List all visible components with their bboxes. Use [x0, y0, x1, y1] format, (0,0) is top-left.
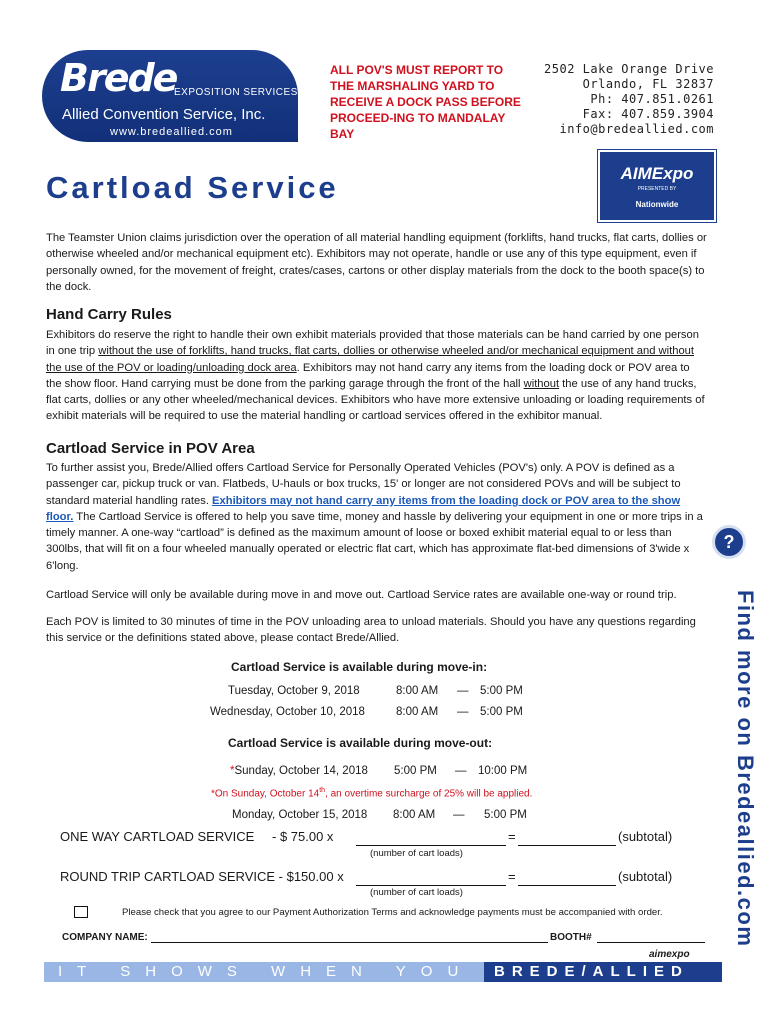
company-name-field[interactable]: [151, 942, 548, 943]
pov-paragraph: To further assist you, Brede/Allied offers Cartload Service for Personally Operated Vehicles (POV's) only. A POV is defined as a passenger car, pickup truck or van. Flatbeds, U-hauls or box trucks, 15' or longer are not considered POVs and will be subject to standard material handling rates. Exhibitors may not hand carry any items from the loading dock or POV area to the show floor. The Cartload Service is offered to help you save time, money and hassle by delivering your equipment in one or more trips in a timely manner. A one-way “cartload” is defined as the maximum amount of loose or boxed exhibit material equal to or less than 300lbs, that will fit on a four wheeled manually operated or electric flat cart, which has approximate flat-bed dimensions of 3'wide x 6'long.: [46, 462, 703, 572]
move-in-dash-1: —: [457, 685, 469, 697]
one-way-subtotal-field[interactable]: [518, 845, 616, 846]
side-banner[interactable]: [720, 590, 760, 950]
round-trip-label: ROUND TRIP CARTLOAD SERVICE - $150.00 x: [60, 869, 344, 884]
move-out-dash-1: —: [455, 765, 467, 777]
one-way-label: ONE WAY CARTLOAD SERVICE: [60, 829, 255, 844]
sponsor-name: Nationwide: [635, 200, 679, 209]
hand-carry-heading: Hand Carry Rules: [46, 306, 172, 323]
logo-url: www.bredeallied.com: [110, 126, 233, 138]
move-in-dash-2: —: [457, 706, 469, 718]
intro-paragraph: The Teamster Union claims jurisdiction over the operation of all material handling equipment (forklifts, hand trucks, flat carts, dollies or otherwise wheeled and/or mechanical equipment etc). Exhibitors may not operate, handle or use any of this type equipment, even if personally owned, for the movement of freight, crates/cases, cartons or other display materials from the dock to the booth space(s) to the dock.: [46, 232, 707, 293]
round-trip-quantity-field[interactable]: [356, 885, 506, 886]
side-banner-text: Find more on Bredeallied.com: [733, 590, 758, 948]
booth-label: BOOTH#: [550, 932, 592, 943]
one-way-quantity-field[interactable]: [356, 845, 506, 846]
one-way-price: - $ 75.00 x: [272, 829, 334, 844]
pov-limit-text: Each POV is limited to 30 minutes of time in the POV unloading area to unload materials. Should you have any questions regarding this service or the definitions stated above, please contact Brede/Allied.: [46, 616, 696, 645]
move-out-day-1: *Sunday, October 14, 2018: [230, 765, 368, 777]
event-name: AIMExpo: [620, 164, 694, 183]
one-way-subtotal-label: (subtotal): [618, 829, 673, 844]
logo-brand: Brede: [60, 56, 177, 100]
round-trip-equals: =: [508, 869, 516, 884]
move-in-start-2: 8:00 AM: [396, 706, 439, 718]
move-in-start-1: 8:00 AM: [396, 685, 439, 697]
move-in-day-1: Tuesday, October 9, 2018: [228, 685, 360, 697]
move-out-end-1: 10:00 PM: [478, 765, 528, 777]
one-way-equals: =: [508, 829, 516, 844]
availability-text: Cartload Service will only be available during move in and move out. Cartload Service rates are available one-way or round trip.: [46, 589, 677, 601]
overtime-note: *On Sunday, October 14th, an overtime surcharge of 25% will be applied.: [211, 787, 533, 800]
move-out-start-2: 8:00 AM: [393, 809, 436, 821]
logo-company: Allied Convention Service, Inc.: [62, 106, 266, 123]
booth-field[interactable]: [597, 942, 705, 943]
fax: Fax: 407.859.3904: [582, 107, 714, 121]
round-trip-loads-hint: (number of cart loads): [370, 887, 463, 898]
address-line-2: Orlando, FL 32837: [582, 77, 714, 91]
phone: Ph: 407.851.0261: [590, 92, 714, 106]
address-line-1: 2502 Lake Orange Drive: [544, 62, 714, 76]
contact-block: [544, 62, 714, 137]
move-out-dash-2: —: [453, 809, 465, 821]
move-in-heading: Cartload Service is available during move-in:: [231, 660, 488, 674]
question-badge-icon[interactable]: ?: [712, 525, 746, 559]
agree-checkbox[interactable]: [74, 906, 88, 918]
one-way-loads-hint: (number of cart loads): [370, 848, 463, 859]
logo-division: EXPOSITION SERVICES: [174, 87, 298, 98]
hand-carry-paragraph: Exhibitors do reserve the right to handle their own exhibit materials provided that those materials can be hand carried by one person in one trip without the use of forklifts, hand trucks, flat carts, dollies or otherwise wheeled and/or mechanical equipment and without the use of the POV or loading/unloading dock area. Exhibitors may not hand carry any items from the loading dock or POV area to the show floor. Hand carrying must be done from the parking garage through the front of the hall without the use of any hand trucks, flat carts, dollies or any other wheeled/mechanical devices. Exhibitors who have more extensive unloading or loading requirements of exhibit materials will be required to use the material handling or cartload services offered in the exhibitor manual.: [46, 329, 705, 423]
footer-slogan: IT SHOWS WHEN YOU USE: [44, 962, 484, 982]
move-out-end-2: 5:00 PM: [484, 809, 527, 821]
aimexpo-logo: [598, 150, 716, 222]
move-out-start-1: 5:00 PM: [394, 765, 437, 777]
pov-warning: ALL POV'S MUST REPORT TO THE MARSHALING YARD TO RECEIVE A DOCK PASS BEFORE PROCEED-ING TO MANDALAY BAY: [330, 63, 521, 141]
move-in-end-2: 5:00 PM: [480, 706, 523, 718]
page-title: Cartload Service: [46, 170, 339, 205]
presented-by: PRESENTED BY: [637, 186, 677, 192]
footer-bar: [44, 962, 722, 1000]
pov-heading: Cartload Service in POV Area: [46, 440, 255, 457]
round-trip-subtotal-label: (subtotal): [618, 869, 673, 884]
hand-carry-link[interactable]: Exhibitors may not hand carry any items from the loading dock or POV area to the show floor.: [46, 494, 681, 523]
move-out-heading: Cartload Service is available during move-out:: [228, 736, 493, 750]
footer-brand: BREDE/ALLIED: [494, 963, 689, 980]
move-in-end-1: 5:00 PM: [480, 685, 523, 697]
company-name-label: COMPANY NAME:: [62, 932, 148, 943]
brede-logo: [42, 50, 298, 142]
email: info@bredeallied.com: [559, 122, 714, 136]
move-out-day-2: Monday, October 15, 2018: [232, 809, 368, 821]
round-trip-subtotal-field[interactable]: [518, 885, 616, 886]
move-in-day-2: Wednesday, October 10, 2018: [210, 706, 365, 718]
show-tag: aimexpo: [649, 949, 690, 960]
agree-text: Please check that you agree to our Payment Authorization Terms and acknowledge payments must be accompanied with order.: [122, 907, 663, 918]
